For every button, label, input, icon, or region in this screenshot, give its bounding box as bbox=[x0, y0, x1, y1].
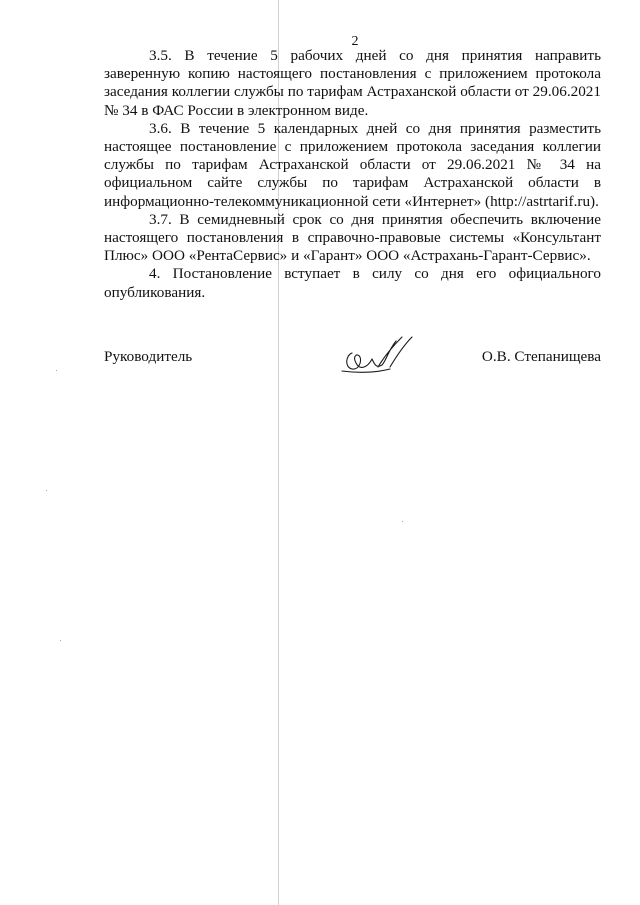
signatory-role: Руководитель bbox=[104, 348, 193, 365]
page-number: 2 bbox=[351, 34, 359, 49]
paragraph-3-5: 3.5. В течение 5 рабочих дней со дня принятия направить заверенную копию настоящего постановления с приложением протокола заседания коллегии службы по тарифам Астраханской области от 29.06.2021 № 34 в ФАС России в электронном виде. bbox=[104, 47, 601, 119]
scan-speck bbox=[402, 521, 403, 522]
scan-speck bbox=[60, 640, 61, 641]
scan-speck bbox=[56, 370, 57, 371]
paragraph-4: 4. Постановление вступает в силу со дня его официального опубликования. bbox=[104, 265, 601, 301]
document-body bbox=[104, 47, 601, 302]
handwritten-signature bbox=[338, 333, 428, 379]
paragraph-3-6: 3.6. В течение 5 календарных дней со дня принятия разместить настоящее постановление с приложением протокола заседания коллегии службы по тарифам Астраханской области от 29.06.2021 № 34 на официальном сайте службы по тарифам Астраханской области в информационно-телекоммуникационной сети «Интернет» (http://astrtarif.ru). bbox=[104, 119, 601, 210]
signatory-name: О.В. Степанищева bbox=[481, 348, 601, 365]
scan-speck bbox=[46, 490, 47, 491]
paragraph-3-7: 3.7. В семидневный срок со дня принятия обеспечить включение настоящего постановления в справочно-правовые системы «Консультант Плюс» ООО «РентаСервис» и «Гарант» ООО «Астрахань-Гарант-Сервис». bbox=[104, 210, 601, 265]
